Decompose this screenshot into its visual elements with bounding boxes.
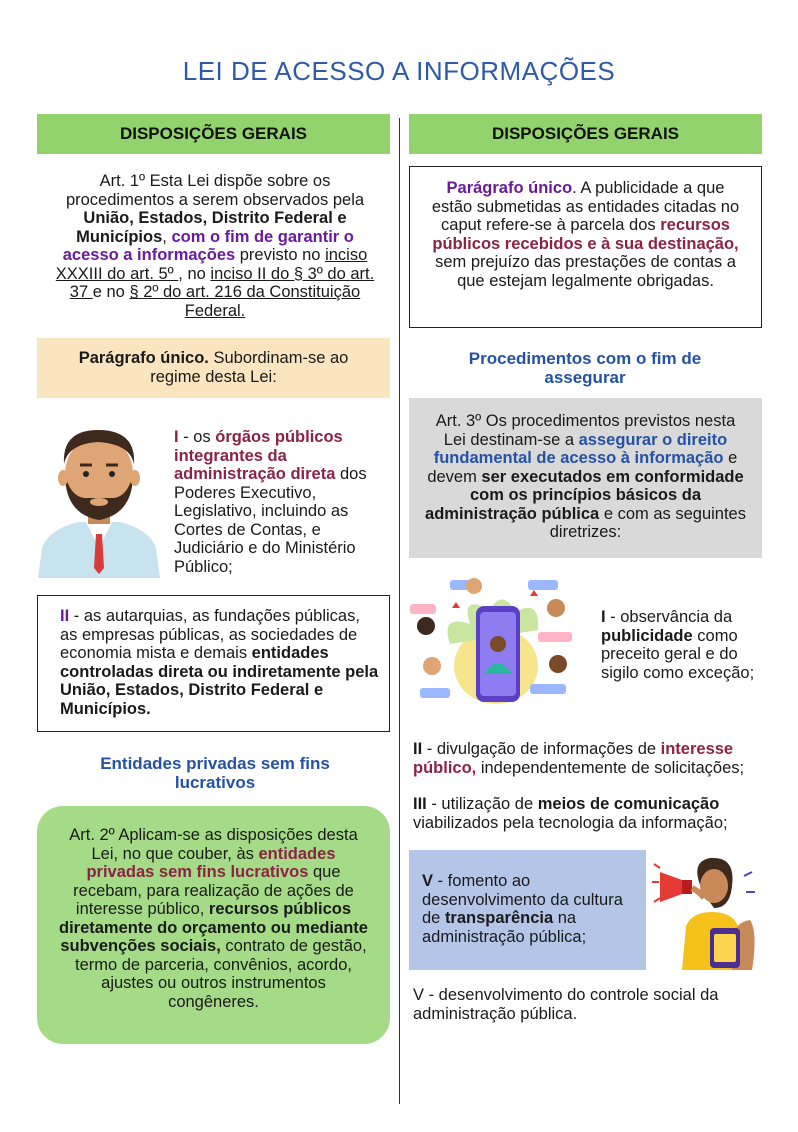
- art3-highlight: assegurar o direito fundamental de acesso à informação: [433, 430, 728, 467]
- right-item4-roman: V: [422, 872, 434, 890]
- right-paragrafo-highlight: recursos públicos recebidos e à sua destinação,: [432, 216, 739, 253]
- art1-sep: ,: [162, 227, 172, 246]
- right-item3: [413, 795, 765, 832]
- right-item2-t1: - divulgação de informações de: [422, 740, 661, 758]
- right-item3-t2: viabilizados pela tecnologia da informação;: [413, 813, 728, 832]
- art1-text3: , no: [178, 264, 211, 283]
- right-section-header: DISPOSIÇÕES GERAIS: [409, 114, 762, 154]
- right-item2-t2: independentemente de solicitações;: [476, 758, 745, 777]
- right-item1-t2: como preceito geral e do sigilo como exceção;: [601, 626, 755, 682]
- art2-bold: recursos públicos diretamente do orçamento ou mediante subvenções sociais,: [59, 900, 368, 955]
- art1-text4: e no: [92, 283, 130, 301]
- art1-entities: União, Estados, Distrito Federal e Municípios: [76, 209, 347, 246]
- left-item1: [174, 428, 392, 576]
- art1-highlight: com o fim de garantir o acesso a informações: [62, 227, 354, 264]
- left-item2-roman: II: [60, 607, 70, 625]
- right-paragrafo-box: [409, 166, 762, 328]
- right-subtitle: Procedimentos com o fim de assegurar: [468, 349, 702, 387]
- left-item2-box: [37, 595, 390, 732]
- right-item4-t1: - fomento ao desenvolvimento da cultura de: [422, 872, 623, 927]
- right-item1: [601, 608, 761, 682]
- art2-box: [37, 806, 390, 1044]
- woman-megaphone-illustration: [652, 852, 758, 970]
- left-item2-t1: - as autarquias, as fundações públicas, as empresas públicas, as sociedades de economia mista e demais: [60, 607, 360, 662]
- right-paragrafo-text: [426, 179, 745, 290]
- art1-link-art216[interactable]: § 2º do art. 216 da Constituição Federal.: [129, 283, 361, 320]
- art1-link-inciso-xxxiii[interactable]: inciso XXXIII do art. 5º: [55, 246, 368, 283]
- left-item1-roman: I: [174, 428, 179, 446]
- page-title: LEI DE ACESSO A INFORMAÇÕES: [182, 56, 616, 86]
- left-item2-bold: entidades controladas direta ou indiretamente pela União, Estados, Distrito Federal e Municípios.: [60, 644, 379, 718]
- right-item3-t1: - utilização de: [426, 795, 538, 813]
- left-paragrafo-body: Subordinam-se ao regime desta Lei:: [150, 349, 349, 386]
- left-paragrafo-label: Parágrafo único.: [78, 349, 209, 367]
- right-paragrafo-label: Parágrafo único: [446, 179, 573, 197]
- left-item1-t2: dos Poderes Executivo, Legislativo, incluindo as Cortes de Contas, e Judiciário e do Ministério Público;: [174, 465, 367, 576]
- right-paragrafo-t1: . A publicidade a que estão submetidas as entidades citadas no caput refere-se à parcela dos: [431, 179, 740, 234]
- left-paragrafo-box: [37, 338, 390, 398]
- column-divider: [399, 118, 400, 1104]
- left-item1-highlight: órgãos públicos integrantes da administração direta: [174, 428, 343, 483]
- left-paragrafo-text: [77, 349, 350, 386]
- right-item1-roman: I: [601, 608, 606, 626]
- right-item3-roman: III: [413, 795, 427, 813]
- right-item5: V - desenvolvimento do controle social da administração pública.: [413, 986, 719, 1023]
- art2-t1: Art. 2º Aplicam-se as disposições desta Lei, no que couber, às: [69, 826, 358, 863]
- right-item2-highlight: interesse público,: [413, 740, 734, 777]
- art2-text: [57, 826, 370, 1011]
- left-item1-t1: - os: [178, 428, 216, 446]
- right-item2-roman: II: [413, 740, 423, 758]
- art3-bold: ser executados em conformidade com os princípios básicos da administração pública: [425, 467, 744, 523]
- art2-highlight: entidades privadas sem fins lucrativos: [86, 844, 336, 881]
- art3-box: [409, 398, 762, 558]
- left-section-header: DISPOSIÇÕES GERAIS: [37, 114, 390, 154]
- art2-t3: contrato de gestão, termo de parceria, convênios, acordo, ajustes ou outros instrumentos congêneres.: [75, 937, 367, 1011]
- right-item4-bold: transparência: [444, 909, 554, 927]
- art3-t3: e com as seguintes diretrizes:: [549, 504, 746, 541]
- right-paragrafo-t2: sem prejuízo das prestações de contas a que estejam legalmente obrigadas.: [435, 253, 736, 290]
- art3-t1: Art. 3º Os procedimentos previstos nesta Lei destinam-se a: [435, 412, 736, 449]
- right-item4: [422, 872, 636, 946]
- right-item4-box: [409, 850, 646, 970]
- right-item1-bold: publicidade: [601, 626, 693, 645]
- art1-link-inciso-ii[interactable]: inciso II do § 3º do art. 37: [69, 264, 375, 301]
- social-media-illustration: [410, 574, 582, 712]
- right-item3-bold: meios de comunicação: [537, 795, 720, 813]
- art3-text: [423, 412, 748, 542]
- right-item1-t1: - observância da: [605, 608, 733, 626]
- left-item2: [60, 607, 379, 718]
- right-item2: [413, 740, 765, 777]
- art1-intro: Art. 1º Esta Lei dispõe sobre os procedimentos a serem observados pela: [65, 172, 365, 209]
- art1-text2: previsto no: [235, 246, 326, 264]
- art1-text: [50, 172, 380, 320]
- man-avatar: [38, 418, 160, 578]
- art3-t2: e devem: [427, 449, 738, 486]
- right-item4-t2: na administração pública;: [422, 909, 587, 946]
- left-subtitle: Entidades privadas sem fins lucrativos: [100, 754, 330, 792]
- art2-t2: que recebam, para realização de ações de interesse público,: [73, 863, 354, 918]
